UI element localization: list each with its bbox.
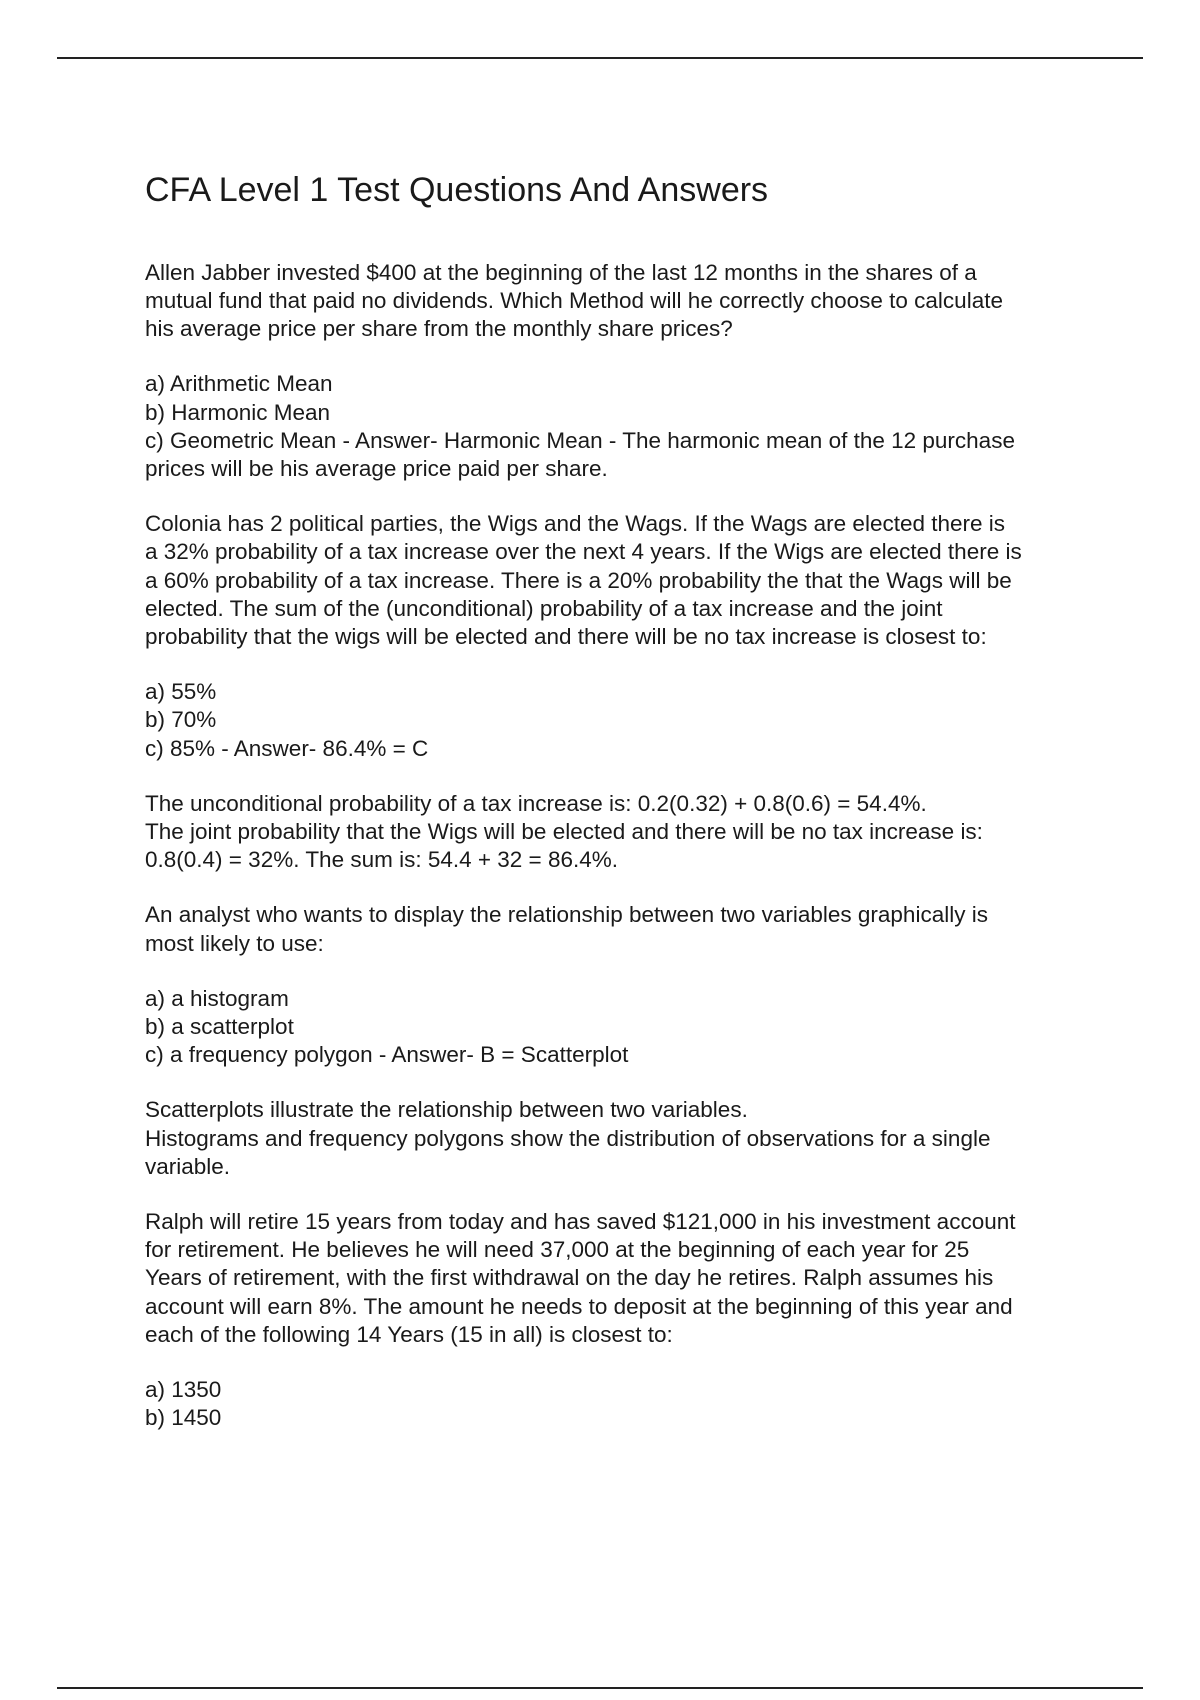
question-2-explanation [145,790,1100,875]
text-line: mutual fund that paid no dividends. Which Method will he correctly choose to calculate [145,288,1003,313]
question-3-explanation [145,1096,1100,1181]
text-line: each of the following 14 Years (15 in all) is closest to: [145,1321,673,1347]
text-line: Colonia has 2 political parties, the Wigs and the Wags. If the Wags are elected there is [145,511,1006,537]
option-line: c) a frequency polygon - Answer- B = Scatterplot [145,1042,629,1068]
text-line: a 32% probability of a tax increase over the next 4 years. If the Wigs are elected there is [145,539,1022,565]
text-line: most likely to use: [145,930,324,956]
text-line: Years of retirement, with the first withdrawal on the day he retires. Ralph assumes his [145,1265,994,1291]
option-line: a) a histogram [145,985,289,1011]
question-3-options [145,985,1100,1070]
question-1 [145,259,1100,344]
text-line: Ralph will retire 15 years from today and has saved $121,000 in his investment account [145,1209,1016,1235]
option-line: a) 1350 [145,1377,222,1403]
option-line: prices will be his average price paid per share. [145,456,608,482]
option-line: b) 1450 [145,1405,222,1431]
question-1-options [145,370,1100,483]
text-line: elected. The sum of the (unconditional) probability of a tax increase and the joint [145,595,943,621]
text-line: for retirement. He believes he will need 37,000 at the beginning of each year for 25 [145,1237,970,1263]
option-line: b) a scatterplot [145,1014,294,1040]
text-line: The unconditional probability of a tax increase is: 0.2(0.32) + 0.8(0.6) = 54.4%. [145,790,927,816]
text-line: The joint probability that the Wigs will be elected and there will be no tax increase is: [145,819,983,845]
text-line: probability that the wigs will be elected and there will be no tax increase is closest to: [145,624,987,650]
text-line: An analyst who wants to display the relationship between two variables graphically is [145,902,988,928]
question-4 [145,1208,1100,1349]
document-title: CFA Level 1 Test Questions And Answers [145,171,769,209]
text-line: account will earn 8%. The amount he needs to deposit at the beginning of this year and [145,1293,1013,1319]
question-2-options [145,678,1100,763]
document-body [145,170,1100,1460]
text-line: his average price per share from the monthly share prices? [145,316,733,342]
top-rule [57,57,1143,59]
option-line: c) Geometric Mean - Answer- Harmonic Mean - The harmonic mean of the 12 purchase [145,427,1015,453]
option-line: b) 70% [145,707,217,733]
option-line: a) 55% [145,679,217,705]
question-4-options [145,1376,1100,1432]
question-3 [145,901,1100,957]
text-line: 0.8(0.4) = 32%. The sum is: 54.4 + 32 = 86.4%. [145,847,618,873]
option-line: c) 85% - Answer- 86.4% = C [145,735,429,761]
text-line: Histograms and frequency polygons show the distribution of observations for a single [145,1125,991,1151]
text-line: Scatterplots illustrate the relationship between two variables. [145,1097,748,1123]
text-line: a 60% probability of a tax increase. There is a 20% probability the that the Wags will be [145,567,1012,593]
option-line: a) Arithmetic Mean [145,371,333,397]
text-line: variable. [145,1153,231,1179]
text-line: Allen Jabber invested $400 at the beginning of the last 12 months in the shares of a [145,259,977,285]
bottom-rule [57,1687,1143,1689]
question-2 [145,510,1100,651]
option-line: b) Harmonic Mean [145,399,331,425]
